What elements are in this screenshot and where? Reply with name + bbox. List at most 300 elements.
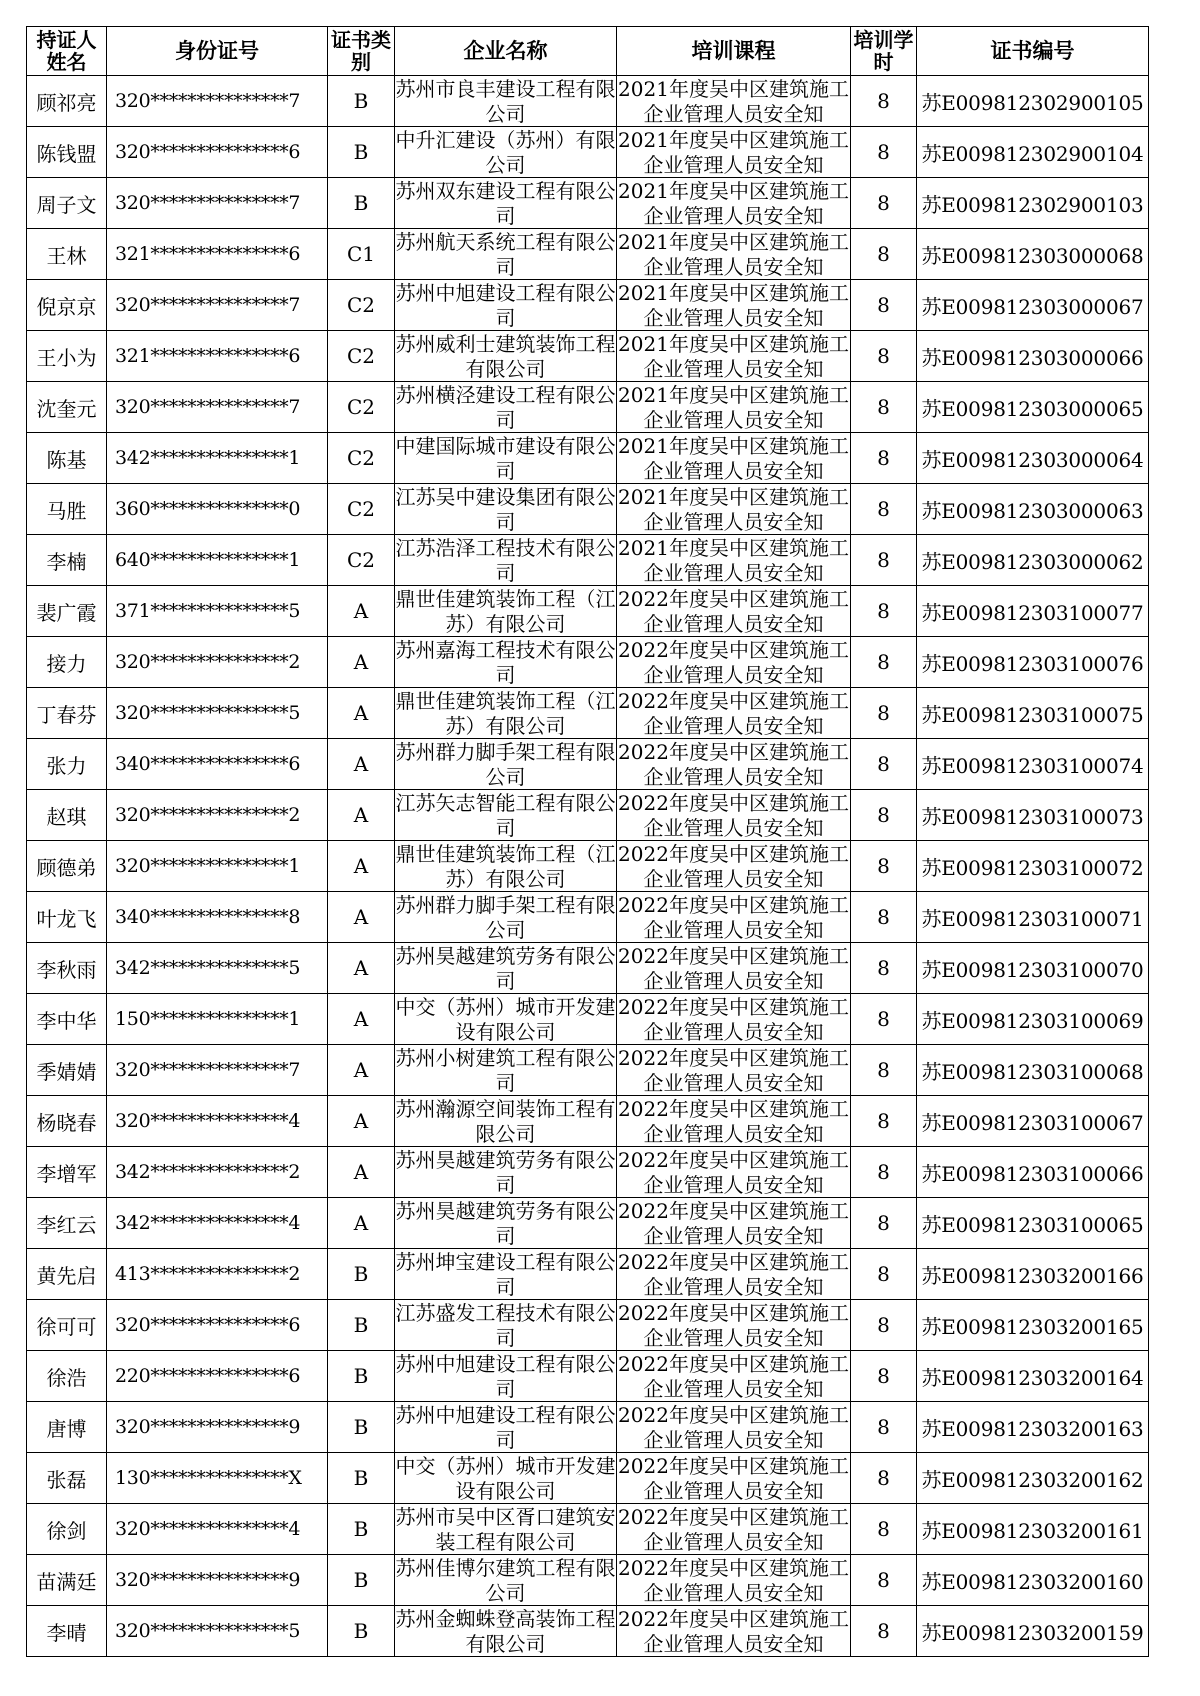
company-name-cell (395, 178, 617, 229)
table-row (27, 586, 1149, 637)
certificate-category-cell: C2 (328, 484, 395, 535)
training-course-cell (617, 1351, 851, 1402)
table-row (27, 1045, 1149, 1096)
training-course-cell (617, 1096, 851, 1147)
training-course-text: 2022年度吴中区建筑施工企业管理人员安全知 (618, 689, 849, 737)
training-course-cell (617, 280, 851, 331)
certificate-number-cell: 苏E009812303200164 (917, 1351, 1149, 1402)
certificate-number-cell: 苏E009812303100065 (917, 1198, 1149, 1249)
id-number-cell: 320***************7 (107, 76, 328, 127)
company-name-cell (395, 739, 617, 790)
id-number-cell: 220***************6 (107, 1351, 328, 1402)
training-course-cell (617, 1300, 851, 1351)
table-row (27, 688, 1149, 739)
training-course-cell (617, 994, 851, 1045)
certificate-number-cell: 苏E009812303000065 (917, 382, 1149, 433)
training-course-text: 2022年度吴中区建筑施工企业管理人员安全知 (618, 995, 849, 1043)
id-number-cell: 320***************7 (107, 1045, 328, 1096)
table-row (27, 790, 1149, 841)
company-name-text: 苏州昊越建筑劳务有限公司 (395, 1148, 616, 1196)
company-name-cell (395, 1300, 617, 1351)
company-name-text: 苏州群力脚手架工程有限公司 (395, 740, 616, 788)
table-row (27, 994, 1149, 1045)
training-hours-cell: 8 (851, 1147, 917, 1198)
training-course-cell (617, 688, 851, 739)
certificate-category-cell: B (328, 1351, 395, 1402)
training-course-cell (617, 637, 851, 688)
certificate-number-cell: 苏E009812303100074 (917, 739, 1149, 790)
certificate-table (26, 26, 1149, 1657)
certificate-number-cell: 苏E009812303100067 (917, 1096, 1149, 1147)
table-row (27, 1249, 1149, 1300)
training-hours-cell: 8 (851, 127, 917, 178)
holder-name-cell: 张磊 (27, 1453, 107, 1504)
holder-name-cell: 唐博 (27, 1402, 107, 1453)
company-name-text: 苏州佳博尔建筑工程有限公司 (395, 1556, 616, 1604)
company-name-text: 苏州市良丰建设工程有限公司 (395, 77, 616, 125)
training-course-text: 2022年度吴中区建筑施工企业管理人员安全知 (618, 1607, 849, 1655)
training-hours-cell: 8 (851, 433, 917, 484)
id-number-cell: 340***************8 (107, 892, 328, 943)
holder-name-cell: 李红云 (27, 1198, 107, 1249)
header-row (27, 27, 1149, 76)
header-holder-name: 持证人姓名 (27, 27, 107, 76)
certificate-category-cell: B (328, 127, 395, 178)
training-course-text: 2021年度吴中区建筑施工企业管理人员安全知 (618, 77, 849, 125)
certificate-category-cell: B (328, 1606, 395, 1657)
company-name-text: 苏州昊越建筑劳务有限公司 (395, 1199, 616, 1247)
training-hours-cell: 8 (851, 637, 917, 688)
certificate-number-cell: 苏E009812303200165 (917, 1300, 1149, 1351)
id-number-cell: 320***************6 (107, 1300, 328, 1351)
company-name-cell (395, 1045, 617, 1096)
certificate-number-cell: 苏E009812303000066 (917, 331, 1149, 382)
company-name-text: 中交（苏州）城市开发建设有限公司 (395, 1454, 616, 1502)
company-name-cell (395, 637, 617, 688)
table-row (27, 1147, 1149, 1198)
training-course-cell (617, 943, 851, 994)
training-course-cell (617, 739, 851, 790)
training-course-cell (617, 382, 851, 433)
company-name-cell (395, 1402, 617, 1453)
certificate-number-cell: 苏E009812303100069 (917, 994, 1149, 1045)
header-certificate-category: 证书类别 (328, 27, 395, 76)
certificate-number-cell: 苏E009812303200162 (917, 1453, 1149, 1504)
training-hours-cell: 8 (851, 1249, 917, 1300)
training-course-text: 2022年度吴中区建筑施工企业管理人员安全知 (618, 638, 849, 686)
training-course-text: 2021年度吴中区建筑施工企业管理人员安全知 (618, 434, 849, 482)
company-name-text: 苏州金蜘蛛登高装饰工程有限公司 (395, 1607, 616, 1655)
training-course-text: 2021年度吴中区建筑施工企业管理人员安全知 (618, 230, 849, 278)
company-name-cell (395, 943, 617, 994)
holder-name-cell: 张力 (27, 739, 107, 790)
certificate-category-cell: A (328, 994, 395, 1045)
id-number-cell: 320***************2 (107, 637, 328, 688)
company-name-cell (395, 1351, 617, 1402)
id-number-cell: 320***************5 (107, 688, 328, 739)
company-name-cell (395, 1453, 617, 1504)
training-hours-cell: 8 (851, 739, 917, 790)
holder-name-cell: 徐剑 (27, 1504, 107, 1555)
training-hours-cell: 8 (851, 943, 917, 994)
training-course-text: 2021年度吴中区建筑施工企业管理人员安全知 (618, 179, 849, 227)
training-hours-cell: 8 (851, 280, 917, 331)
company-name-cell (395, 994, 617, 1045)
training-course-text: 2022年度吴中区建筑施工企业管理人员安全知 (618, 1352, 849, 1400)
training-hours-cell: 8 (851, 892, 917, 943)
holder-name-cell: 李秋雨 (27, 943, 107, 994)
company-name-text: 苏州昊越建筑劳务有限公司 (395, 944, 616, 992)
training-hours-cell: 8 (851, 1606, 917, 1657)
certificate-category-cell: B (328, 1555, 395, 1606)
header-id-number: 身份证号 (107, 27, 328, 76)
id-number-cell: 413***************2 (107, 1249, 328, 1300)
training-hours-cell: 8 (851, 586, 917, 637)
training-hours-cell: 8 (851, 841, 917, 892)
certificate-number-cell: 苏E009812303100073 (917, 790, 1149, 841)
id-number-cell: 371***************5 (107, 586, 328, 637)
table-row (27, 1096, 1149, 1147)
header-company-name: 企业名称 (395, 27, 617, 76)
holder-name-cell: 李增军 (27, 1147, 107, 1198)
training-course-cell (617, 1198, 851, 1249)
training-hours-cell: 8 (851, 535, 917, 586)
training-course-cell (617, 178, 851, 229)
training-course-cell (617, 484, 851, 535)
id-number-cell: 320***************4 (107, 1096, 328, 1147)
holder-name-cell: 赵琪 (27, 790, 107, 841)
training-hours-cell: 8 (851, 1198, 917, 1249)
training-hours-cell: 8 (851, 1300, 917, 1351)
table-row (27, 433, 1149, 484)
certificate-category-cell: A (328, 1147, 395, 1198)
company-name-cell (395, 1096, 617, 1147)
holder-name-cell: 沈奎元 (27, 382, 107, 433)
training-hours-cell: 8 (851, 1402, 917, 1453)
header-certificate-number: 证书编号 (917, 27, 1149, 76)
training-course-text: 2021年度吴中区建筑施工企业管理人员安全知 (618, 485, 849, 533)
table-row (27, 1300, 1149, 1351)
training-hours-cell: 8 (851, 1096, 917, 1147)
certificate-category-cell: C2 (328, 433, 395, 484)
certificate-number-cell: 苏E009812303200159 (917, 1606, 1149, 1657)
holder-name-cell: 苗满廷 (27, 1555, 107, 1606)
training-course-cell (617, 586, 851, 637)
id-number-cell: 320***************4 (107, 1504, 328, 1555)
certificate-category-cell: A (328, 586, 395, 637)
training-course-text: 2022年度吴中区建筑施工企业管理人员安全知 (618, 1097, 849, 1145)
certificate-number-cell: 苏E009812303100070 (917, 943, 1149, 994)
table-row (27, 1198, 1149, 1249)
holder-name-cell: 黄先启 (27, 1249, 107, 1300)
company-name-text: 苏州坤宝建设工程有限公司 (395, 1250, 616, 1298)
table-row (27, 1402, 1149, 1453)
holder-name-cell: 李晴 (27, 1606, 107, 1657)
company-name-cell (395, 790, 617, 841)
certificate-number-cell: 苏E009812303100077 (917, 586, 1149, 637)
company-name-cell (395, 586, 617, 637)
holder-name-cell: 李中华 (27, 994, 107, 1045)
training-course-text: 2022年度吴中区建筑施工企业管理人员安全知 (618, 1301, 849, 1349)
id-number-cell: 342***************5 (107, 943, 328, 994)
certificate-number-cell: 苏E009812303000062 (917, 535, 1149, 586)
certificate-number-cell: 苏E009812303100076 (917, 637, 1149, 688)
holder-name-cell: 丁春芬 (27, 688, 107, 739)
holder-name-cell: 徐浩 (27, 1351, 107, 1402)
training-course-cell (617, 1249, 851, 1300)
company-name-cell (395, 841, 617, 892)
company-name-text: 鼎世佳建筑装饰工程（江苏）有限公司 (395, 842, 616, 890)
id-number-cell: 360***************0 (107, 484, 328, 535)
id-number-cell: 320***************7 (107, 382, 328, 433)
certificate-number-cell: 苏E009812303000063 (917, 484, 1149, 535)
certificate-number-cell: 苏E009812303200163 (917, 1402, 1149, 1453)
training-course-cell (617, 1045, 851, 1096)
holder-name-cell: 杨晓春 (27, 1096, 107, 1147)
training-hours-cell: 8 (851, 790, 917, 841)
company-name-cell (395, 127, 617, 178)
id-number-cell: 342***************2 (107, 1147, 328, 1198)
holder-name-cell: 王林 (27, 229, 107, 280)
training-course-text: 2022年度吴中区建筑施工企业管理人员安全知 (618, 1556, 849, 1604)
training-course-text: 2022年度吴中区建筑施工企业管理人员安全知 (618, 944, 849, 992)
training-course-text: 2022年度吴中区建筑施工企业管理人员安全知 (618, 1454, 849, 1502)
training-course-text: 2022年度吴中区建筑施工企业管理人员安全知 (618, 791, 849, 839)
holder-name-cell: 王小为 (27, 331, 107, 382)
table-body (27, 76, 1149, 1657)
certificate-number-cell: 苏E009812303100071 (917, 892, 1149, 943)
table-row (27, 637, 1149, 688)
company-name-text: 苏州中旭建设工程有限公司 (395, 281, 616, 329)
company-name-text: 苏州双东建设工程有限公司 (395, 179, 616, 227)
training-course-text: 2021年度吴中区建筑施工企业管理人员安全知 (618, 281, 849, 329)
certificate-category-cell: B (328, 1504, 395, 1555)
training-course-cell (617, 1453, 851, 1504)
company-name-text: 江苏吴中建设集团有限公司 (395, 485, 616, 533)
table-row (27, 229, 1149, 280)
training-hours-cell: 8 (851, 331, 917, 382)
table-header (27, 27, 1149, 76)
training-hours-cell: 8 (851, 1453, 917, 1504)
certificate-category-cell: A (328, 1045, 395, 1096)
training-course-text: 2022年度吴中区建筑施工企业管理人员安全知 (618, 1046, 849, 1094)
holder-name-cell: 裴广霞 (27, 586, 107, 637)
training-course-cell (617, 1606, 851, 1657)
table-row (27, 535, 1149, 586)
header-training-hours: 培训学时 (851, 27, 917, 76)
company-name-text: 苏州航天系统工程有限公司 (395, 230, 616, 278)
certificate-category-cell: C2 (328, 331, 395, 382)
company-name-cell (395, 280, 617, 331)
company-name-text: 苏州瀚源空间装饰工程有限公司 (395, 1097, 616, 1145)
certificate-category-cell: B (328, 76, 395, 127)
certificate-category-cell: C2 (328, 535, 395, 586)
holder-name-cell: 陈基 (27, 433, 107, 484)
training-course-cell (617, 790, 851, 841)
training-course-cell (617, 1555, 851, 1606)
certificate-category-cell: A (328, 790, 395, 841)
company-name-cell (395, 688, 617, 739)
id-number-cell: 342***************1 (107, 433, 328, 484)
holder-name-cell: 徐可可 (27, 1300, 107, 1351)
training-hours-cell: 8 (851, 484, 917, 535)
table-row (27, 484, 1149, 535)
certificate-category-cell: B (328, 1249, 395, 1300)
certificate-number-cell: 苏E009812303000064 (917, 433, 1149, 484)
certificate-category-cell: A (328, 943, 395, 994)
company-name-text: 苏州中旭建设工程有限公司 (395, 1403, 616, 1451)
certificate-number-cell: 苏E009812302900105 (917, 76, 1149, 127)
certificate-number-cell: 苏E009812303000068 (917, 229, 1149, 280)
training-course-cell (617, 229, 851, 280)
certificate-number-cell: 苏E009812303200161 (917, 1504, 1149, 1555)
header-training-course: 培训课程 (617, 27, 851, 76)
company-name-text: 苏州嘉海工程技术有限公司 (395, 638, 616, 686)
table-row (27, 841, 1149, 892)
table-row (27, 382, 1149, 433)
training-course-text: 2021年度吴中区建筑施工企业管理人员安全知 (618, 536, 849, 584)
training-course-text: 2021年度吴中区建筑施工企业管理人员安全知 (618, 383, 849, 431)
company-name-cell (395, 76, 617, 127)
id-number-cell: 320***************9 (107, 1555, 328, 1606)
id-number-cell: 320***************7 (107, 280, 328, 331)
id-number-cell: 342***************4 (107, 1198, 328, 1249)
id-number-cell: 320***************9 (107, 1402, 328, 1453)
id-number-cell: 130***************X (107, 1453, 328, 1504)
id-number-cell: 640***************1 (107, 535, 328, 586)
company-name-cell (395, 535, 617, 586)
id-number-cell: 320***************7 (107, 178, 328, 229)
holder-name-cell: 倪京京 (27, 280, 107, 331)
certificate-category-cell: C2 (328, 382, 395, 433)
holder-name-cell: 顾德弟 (27, 841, 107, 892)
id-number-cell: 320***************5 (107, 1606, 328, 1657)
holder-name-cell: 接力 (27, 637, 107, 688)
table-row (27, 739, 1149, 790)
training-course-text: 2022年度吴中区建筑施工企业管理人员安全知 (618, 842, 849, 890)
training-course-text: 2021年度吴中区建筑施工企业管理人员安全知 (618, 332, 849, 380)
training-course-text: 2022年度吴中区建筑施工企业管理人员安全知 (618, 1250, 849, 1298)
training-course-cell (617, 331, 851, 382)
training-course-text: 2022年度吴中区建筑施工企业管理人员安全知 (618, 893, 849, 941)
id-number-cell: 340***************6 (107, 739, 328, 790)
certificate-category-cell: A (328, 1096, 395, 1147)
certificate-number-cell: 苏E009812303100066 (917, 1147, 1149, 1198)
company-name-text: 苏州小树建筑工程有限公司 (395, 1046, 616, 1094)
table-row (27, 1453, 1149, 1504)
company-name-text: 中交（苏州）城市开发建设有限公司 (395, 995, 616, 1043)
company-name-text: 苏州威利士建筑装饰工程有限公司 (395, 332, 616, 380)
training-course-cell (617, 892, 851, 943)
training-course-cell (617, 76, 851, 127)
table-row (27, 1351, 1149, 1402)
training-course-text: 2022年度吴中区建筑施工企业管理人员安全知 (618, 1505, 849, 1553)
certificate-number-cell: 苏E009812303000067 (917, 280, 1149, 331)
id-number-cell: 320***************1 (107, 841, 328, 892)
certificate-category-cell: B (328, 1453, 395, 1504)
company-name-cell (395, 382, 617, 433)
company-name-cell (395, 331, 617, 382)
training-course-cell (617, 1147, 851, 1198)
certificate-number-cell: 苏E009812303100068 (917, 1045, 1149, 1096)
certificate-number-cell: 苏E009812303100075 (917, 688, 1149, 739)
certificate-number-cell: 苏E009812302900104 (917, 127, 1149, 178)
training-hours-cell: 8 (851, 1045, 917, 1096)
id-number-cell: 321***************6 (107, 229, 328, 280)
company-name-cell (395, 1606, 617, 1657)
company-name-text: 中升汇建设（苏州）有限公司 (395, 128, 616, 176)
table-row (27, 127, 1149, 178)
training-course-text: 2022年度吴中区建筑施工企业管理人员安全知 (618, 587, 849, 635)
company-name-text: 鼎世佳建筑装饰工程（江苏）有限公司 (395, 587, 616, 635)
table-row (27, 76, 1149, 127)
training-course-cell (617, 841, 851, 892)
company-name-cell (395, 1147, 617, 1198)
company-name-text: 中建国际城市建设有限公司 (395, 434, 616, 482)
training-course-cell (617, 1504, 851, 1555)
holder-name-cell: 周子文 (27, 178, 107, 229)
holder-name-cell: 叶龙飞 (27, 892, 107, 943)
id-number-cell: 150***************1 (107, 994, 328, 1045)
company-name-text: 江苏矢志智能工程有限公司 (395, 791, 616, 839)
training-course-cell (617, 535, 851, 586)
training-hours-cell: 8 (851, 178, 917, 229)
training-hours-cell: 8 (851, 382, 917, 433)
certificate-category-cell: B (328, 178, 395, 229)
company-name-text: 江苏盛发工程技术有限公司 (395, 1301, 616, 1349)
training-course-text: 2022年度吴中区建筑施工企业管理人员安全知 (618, 1148, 849, 1196)
company-name-cell (395, 433, 617, 484)
table-row (27, 943, 1149, 994)
training-course-text: 2022年度吴中区建筑施工企业管理人员安全知 (618, 740, 849, 788)
company-name-cell (395, 1198, 617, 1249)
id-number-cell: 320***************6 (107, 127, 328, 178)
certificate-category-cell: B (328, 1300, 395, 1351)
table-row (27, 331, 1149, 382)
certificate-category-cell: A (328, 637, 395, 688)
table-row (27, 892, 1149, 943)
training-course-text: 2022年度吴中区建筑施工企业管理人员安全知 (618, 1199, 849, 1247)
training-course-cell (617, 1402, 851, 1453)
training-hours-cell: 8 (851, 1555, 917, 1606)
company-name-cell (395, 1555, 617, 1606)
company-name-text: 苏州群力脚手架工程有限公司 (395, 893, 616, 941)
training-course-cell (617, 127, 851, 178)
training-hours-cell: 8 (851, 1351, 917, 1402)
training-hours-cell: 8 (851, 76, 917, 127)
certificate-number-cell: 苏E009812303200166 (917, 1249, 1149, 1300)
certificate-category-cell: A (328, 1198, 395, 1249)
company-name-cell (395, 484, 617, 535)
holder-name-cell: 马胜 (27, 484, 107, 535)
table-row (27, 280, 1149, 331)
company-name-text: 江苏浩泽工程技术有限公司 (395, 536, 616, 584)
holder-name-cell: 李楠 (27, 535, 107, 586)
table-row (27, 1606, 1149, 1657)
certificate-category-cell: A (328, 892, 395, 943)
company-name-text: 鼎世佳建筑装饰工程（江苏）有限公司 (395, 689, 616, 737)
holder-name-cell: 季婧婧 (27, 1045, 107, 1096)
certificate-number-cell: 苏E009812303200160 (917, 1555, 1149, 1606)
company-name-cell (395, 1249, 617, 1300)
training-course-text: 2021年度吴中区建筑施工企业管理人员安全知 (618, 128, 849, 176)
certificate-category-cell: A (328, 739, 395, 790)
table-row (27, 1555, 1149, 1606)
table-row (27, 1504, 1149, 1555)
company-name-text: 苏州横泾建设工程有限公司 (395, 383, 616, 431)
holder-name-cell: 陈钱盟 (27, 127, 107, 178)
certificate-category-cell: C1 (328, 229, 395, 280)
